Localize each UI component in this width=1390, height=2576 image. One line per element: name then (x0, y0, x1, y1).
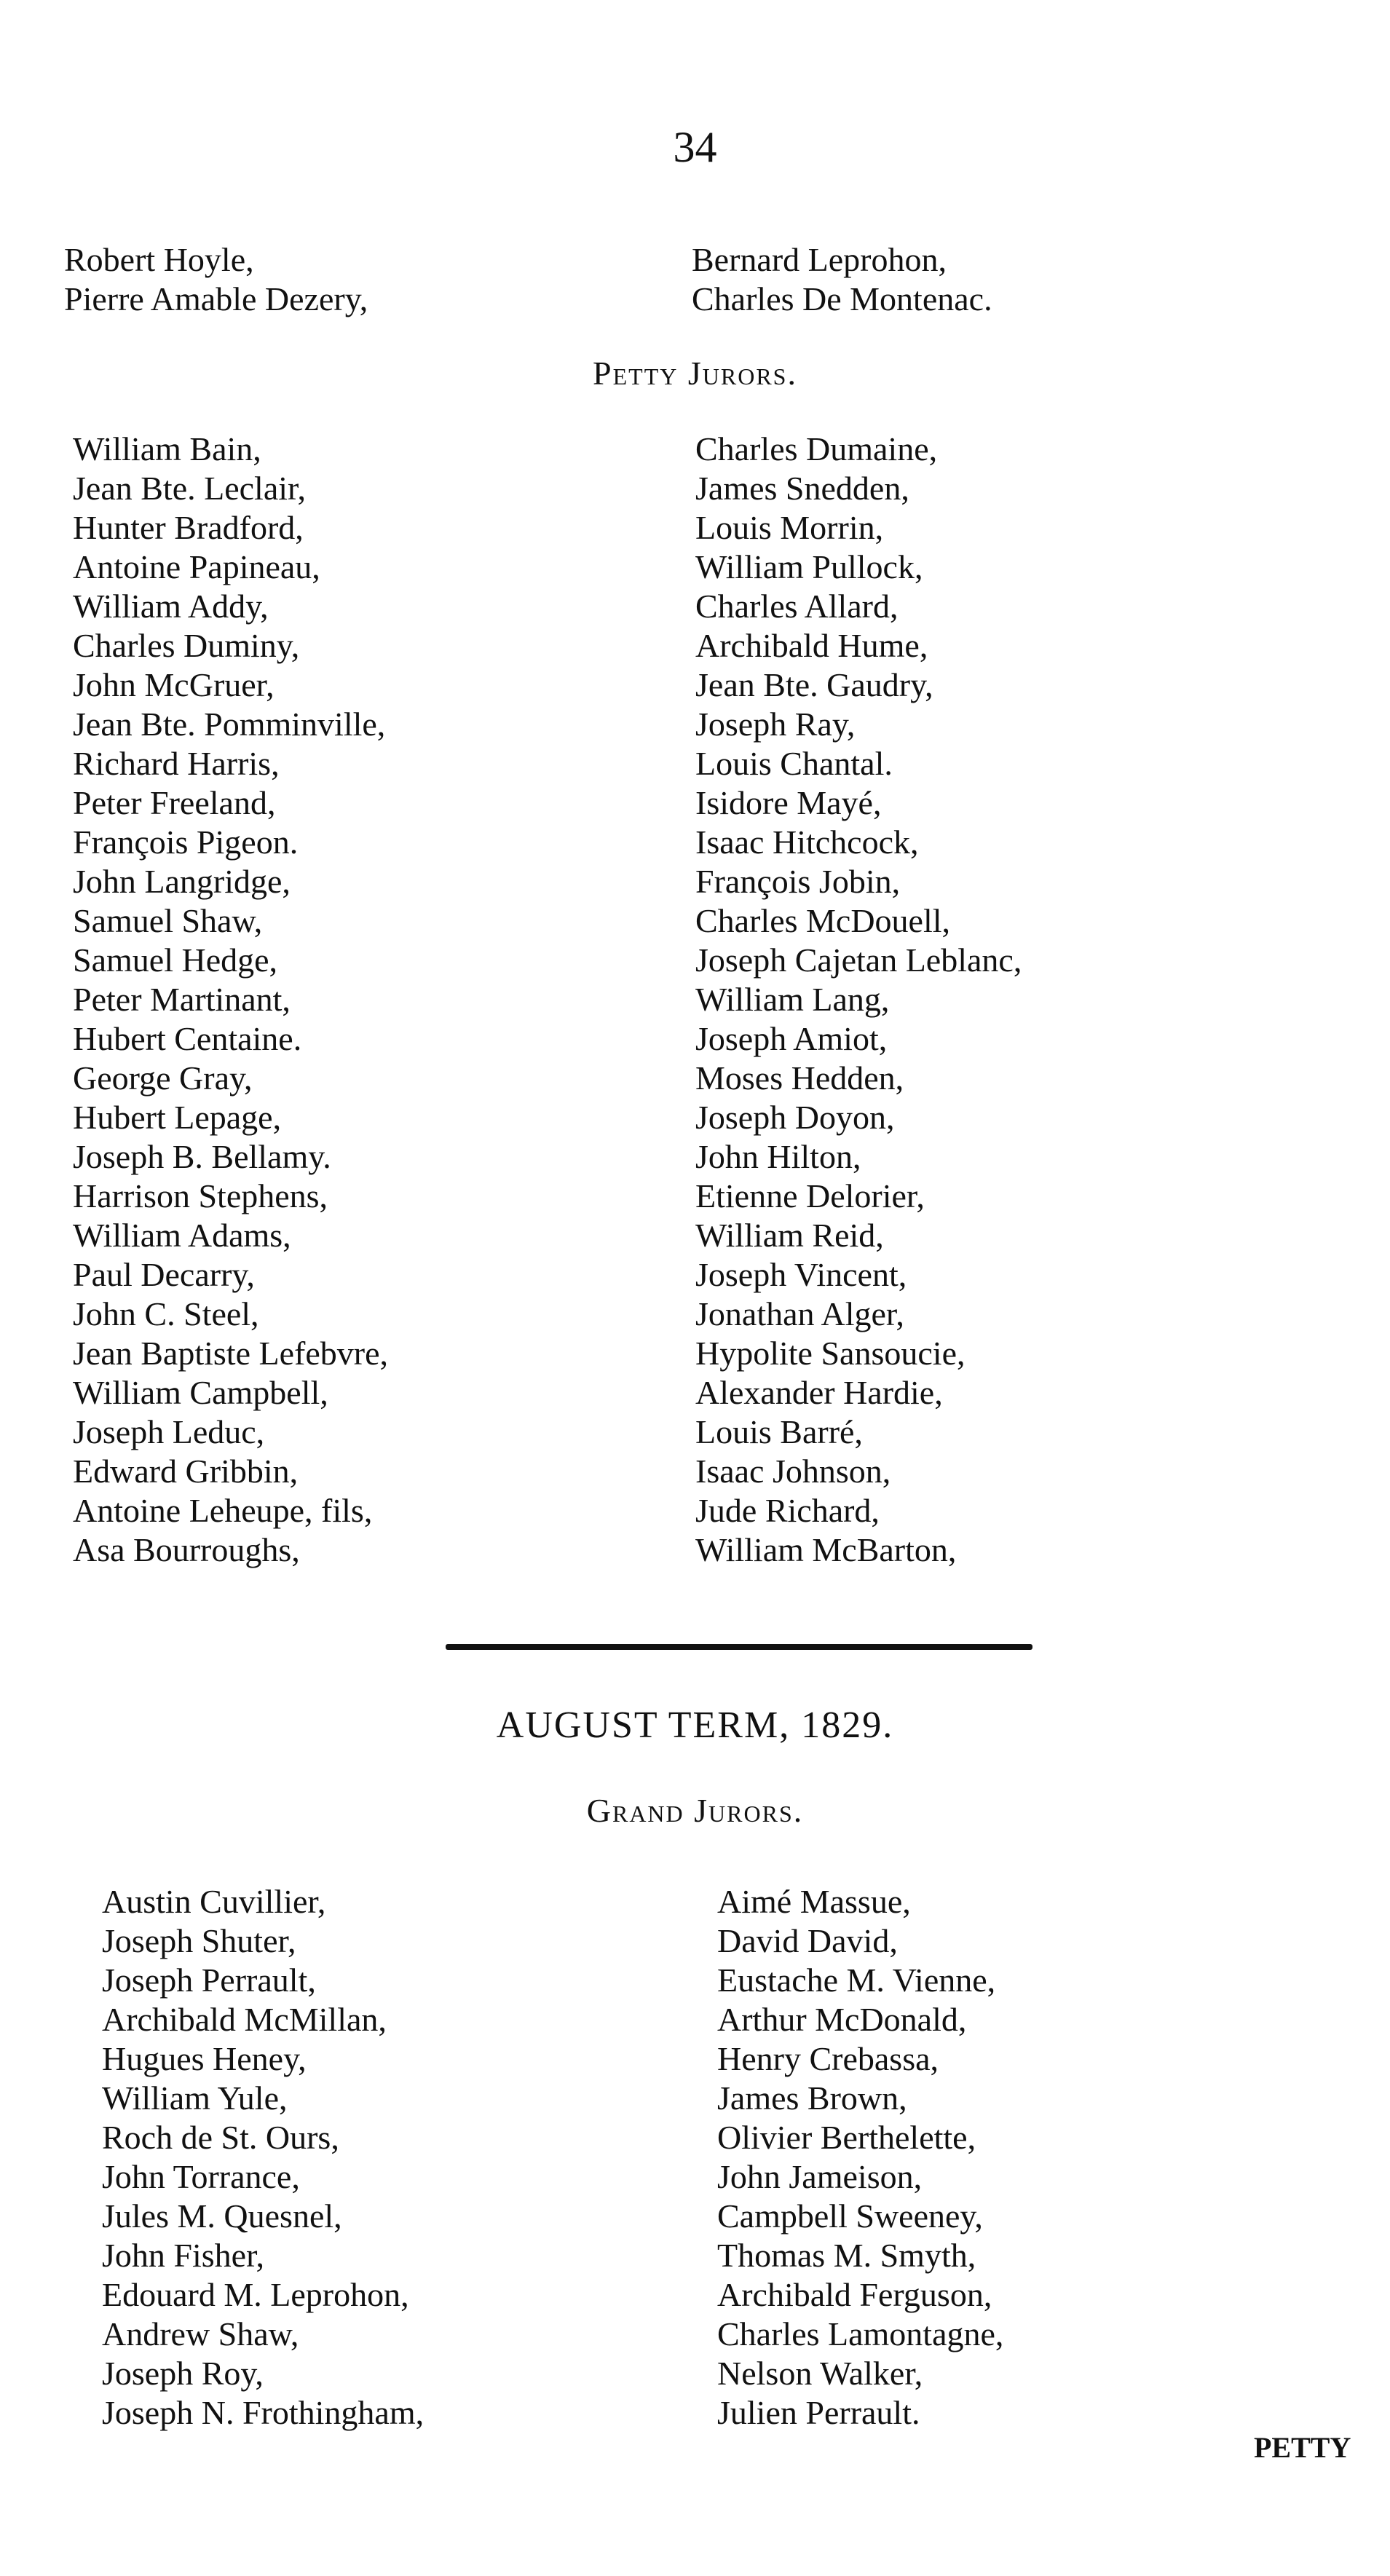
juror-name: Jude Richard, (695, 1492, 880, 1529)
august-term-heading: AUGUST TERM, 1829. (496, 1704, 894, 1746)
juror-name: Samuel Shaw, (73, 902, 263, 939)
juror-name: John Langridge, (73, 863, 291, 900)
juror-name: William Adams, (73, 1217, 291, 1254)
juror-name: Joseph Leduc, (73, 1413, 265, 1450)
juror-name: Joseph Ray, (695, 706, 856, 743)
juror-name: Peter Martinant, (73, 981, 291, 1018)
petty-jurors-left-column (73, 430, 388, 1570)
juror-name: Joseph Perrault, (102, 1961, 316, 1999)
juror-name: William Lang, (695, 981, 890, 1018)
juror-name: Charles Lamontagne, (717, 2315, 1004, 2352)
juror-name: Antoine Papineau, (73, 548, 320, 585)
catchword: PETTY (1254, 2431, 1351, 2464)
juror-name: Asa Bourroughs, (73, 1531, 300, 1568)
juror-name: Paul Decarry, (73, 1256, 255, 1293)
grand-jurors-heading: Grand Jurors. (586, 1792, 804, 1829)
juror-name: William Campbell, (73, 1374, 328, 1411)
juror-name: Jean Bte. Leclair, (73, 470, 307, 507)
juror-name: William Yule, (102, 2079, 288, 2117)
juror-name: Austin Cuvillier, (102, 1883, 326, 1920)
juror-name: Joseph Doyon, (695, 1099, 895, 1136)
juror-name: Isaac Hitchcock, (695, 823, 919, 861)
juror-name: Charles Allard, (695, 588, 899, 625)
juror-name: Joseph Cajetan Leblanc, (695, 941, 1022, 979)
juror-name: Andrew Shaw, (102, 2315, 299, 2352)
juror-name: William Pullock, (695, 548, 923, 585)
juror-name: Etienne Delorier, (695, 1177, 925, 1214)
juror-name: Pierre Amable Dezery, (64, 280, 368, 317)
juror-name: Archibald Hume, (695, 627, 928, 664)
juror-name: Joseph Vincent, (695, 1256, 907, 1293)
juror-name: Bernard Leprohon, (692, 241, 947, 278)
juror-name: John Jameison, (717, 2158, 923, 2195)
juror-name: Charles Duminy, (73, 627, 300, 664)
petty-jurors-heading: Petty Jurors. (593, 355, 797, 392)
juror-name: Joseph Shuter, (102, 1922, 296, 1959)
juror-name: Joseph Amiot, (695, 1020, 888, 1057)
juror-name: Jean Bte. Pomminville, (73, 706, 386, 743)
juror-name: John McGruer, (73, 666, 275, 703)
grand-jurors-right-column (717, 1882, 1003, 2433)
juror-name: James Brown, (717, 2079, 907, 2117)
juror-name: Robert Hoyle, (64, 241, 254, 278)
juror-name: François Jobin, (695, 863, 901, 900)
juror-name: Hugues Heney, (102, 2040, 307, 2077)
juror-name: John Fisher, (102, 2237, 265, 2274)
juror-name: Isidore Mayé, (695, 784, 882, 821)
grand-jurors-left-column (102, 1882, 424, 2433)
juror-name: Joseph N. Frothingham, (102, 2394, 424, 2431)
juror-name: David David, (717, 1922, 898, 1959)
juror-name: Alexander Hardie, (695, 1374, 943, 1411)
juror-name: Campbell Sweeney, (717, 2197, 983, 2235)
juror-name: Samuel Hedge, (73, 941, 278, 979)
page-number: 34 (673, 123, 717, 171)
juror-name: Joseph Roy, (102, 2355, 264, 2392)
juror-name: Charles De Montenac. (692, 280, 992, 317)
top-names-right (692, 240, 992, 319)
juror-name: Richard Harris, (73, 745, 280, 782)
juror-name: Thomas M. Smyth, (717, 2237, 976, 2274)
juror-name: Louis Chantal. (695, 745, 893, 782)
juror-name: John Torrance, (102, 2158, 300, 2195)
juror-name: Louis Morrin, (695, 509, 884, 546)
juror-name: Peter Freeland, (73, 784, 276, 821)
juror-name: Julien Perrault. (717, 2394, 920, 2431)
juror-name: George Gray, (73, 1059, 253, 1097)
juror-name: Jean Bte. Gaudry, (695, 666, 933, 703)
juror-name: Nelson Walker, (717, 2355, 923, 2392)
juror-name: Moses Hedden, (695, 1059, 904, 1097)
juror-name: Joseph B. Bellamy. (73, 1138, 331, 1175)
juror-name: William McBarton, (695, 1531, 957, 1568)
top-names-left (64, 240, 368, 319)
juror-name: John Hilton, (695, 1138, 861, 1175)
juror-name: Jonathan Alger, (695, 1295, 904, 1332)
juror-name: Archibald McMillan, (102, 2001, 387, 2038)
juror-name: William Addy, (73, 588, 269, 625)
juror-name: Roch de St. Ours, (102, 2119, 339, 2156)
juror-name: Arthur McDonald, (717, 2001, 967, 2038)
juror-name: Isaac Johnson, (695, 1453, 891, 1490)
juror-name: William Reid, (695, 1217, 884, 1254)
juror-name: Eustache M. Vienne, (717, 1961, 996, 1999)
juror-name: Henry Crebassa, (717, 2040, 939, 2077)
juror-name: Charles McDouell, (695, 902, 951, 939)
juror-name: Hubert Centaine. (73, 1020, 302, 1057)
juror-name: Aimé Massue, (717, 1883, 911, 1920)
juror-name: Edward Gribbin, (73, 1453, 299, 1490)
juror-name: Edouard M. Leprohon, (102, 2276, 409, 2313)
petty-jurors-right-column (695, 430, 1022, 1570)
juror-name: Antoine Leheupe, fils, (73, 1492, 373, 1529)
juror-name: Hunter Bradford, (73, 509, 304, 546)
juror-name: Hypolite Sansoucie, (695, 1335, 966, 1372)
juror-name: Olivier Berthelette, (717, 2119, 976, 2156)
juror-name: Louis Barré, (695, 1413, 863, 1450)
juror-name: François Pigeon. (73, 823, 299, 861)
juror-name: Harrison Stephens, (73, 1177, 328, 1214)
juror-name: Archibald Ferguson, (717, 2276, 992, 2313)
juror-name: John C. Steel, (73, 1295, 259, 1332)
juror-name: James Snedden, (695, 470, 909, 507)
juror-name: Charles Dumaine, (695, 430, 938, 467)
juror-name: Jules M. Quesnel, (102, 2197, 342, 2235)
juror-name: Jean Baptiste Lefebvre, (73, 1335, 388, 1372)
juror-name: Hubert Lepage, (73, 1099, 282, 1136)
juror-name: William Bain, (73, 430, 261, 467)
section-divider (446, 1644, 1032, 1650)
